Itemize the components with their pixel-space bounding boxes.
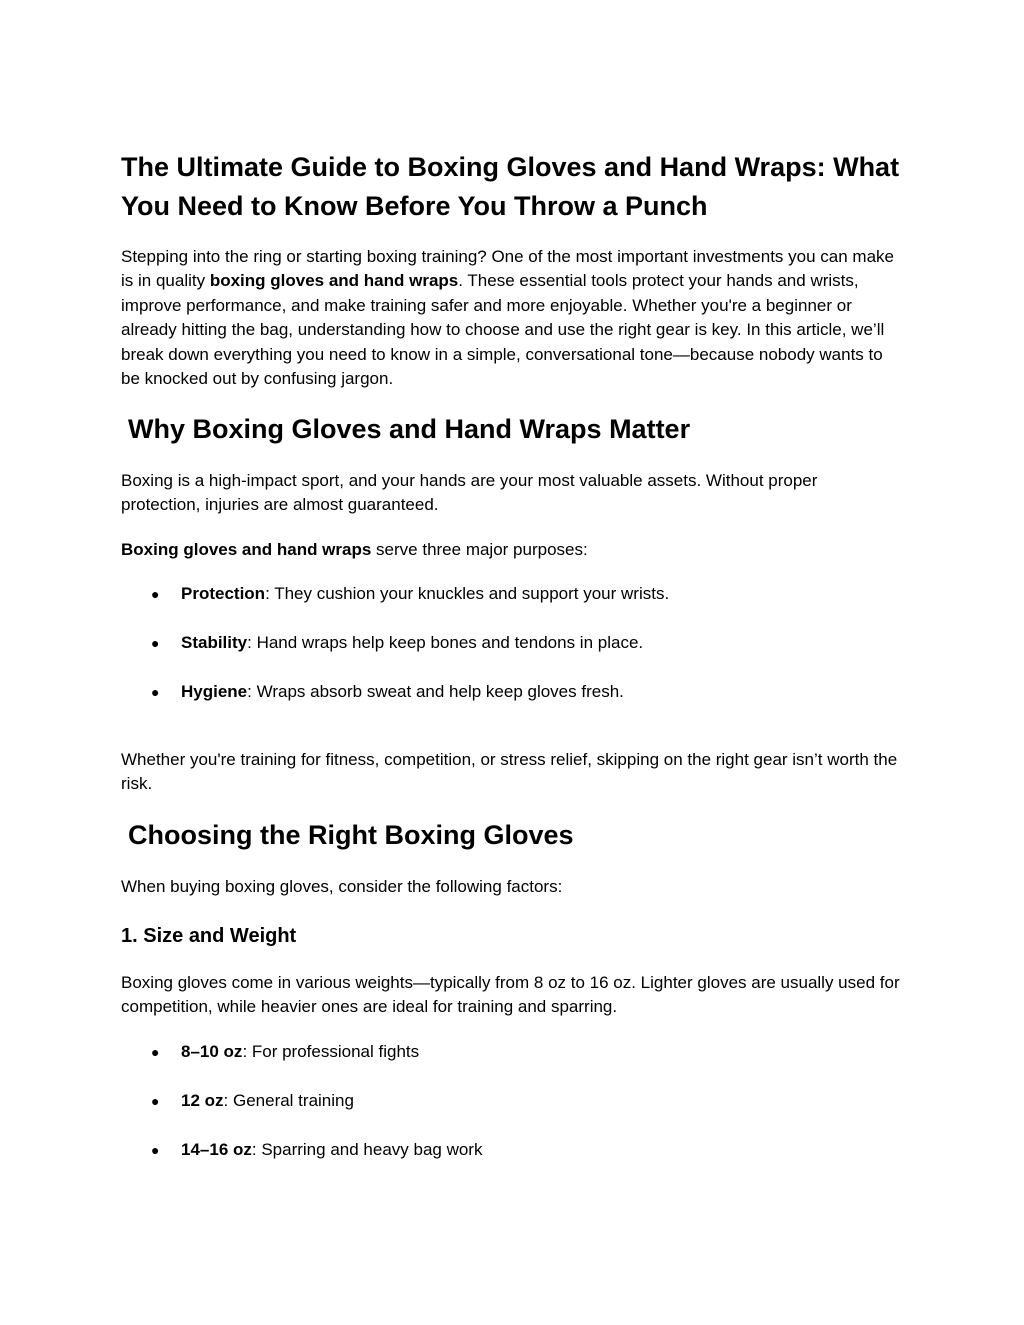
intro-paragraph [121,245,901,391]
list-item-text: 8–10 oz: For professional fights [181,1042,420,1061]
list-item-text: Stability: Hand wraps help keep bones and tendons in place. [181,633,644,652]
section-heading-choosing: Choosing the Right Boxing Gloves [128,820,574,850]
section-heading-why: Why Boxing Gloves and Hand Wraps Matter [128,414,691,444]
intro-text-1: Stepping into the ring or starting boxing training? One of the most important investments you can make is in quality [121,247,894,291]
bullet-icon: ● [151,1142,160,1158]
bullet-icon: ● [151,635,160,651]
page-title: The Ultimate Guide to Boxing Gloves and Hand Wraps: What You Need to Know Before You Throw a Punch [121,152,900,221]
subheading-size-weight: 1. Size and Weight [121,925,297,947]
intro-bold: boxing gloves and hand wraps [209,271,459,291]
intro-text-2: . These essential tools protect your hands and wrists, improve performance, and make training safer and more enjoyable. Whether you're a beginner or already hitting the bag, understanding how to choose and use the right gear is key. In this article, we’ll break down everything you need to know in a simple, conversational tone—because nobody wants to be knocked out by confusing jargon. [121,271,885,389]
why-paragraph-2 [121,538,901,562]
list-item-text: Protection: They cushion your knuckles and support your wrists. [181,584,670,603]
why-para2-bold: Boxing gloves and hand wraps [121,540,372,559]
size-weight-paragraph: Boxing gloves come in various weights—typically from 8 oz to 16 oz. Lighter gloves are usually used for competition, while heavier ones are ideal for training and sparring. [121,973,900,1017]
list-item-text: 12 oz: General training [181,1091,354,1110]
why-paragraph-1: Boxing is a high-impact sport, and your hands are your most valuable assets. Without proper protection, injuries are almost guaranteed. [121,471,818,515]
list-item-text: Hygiene: Wraps absorb sweat and help keep gloves fresh. [181,682,624,701]
choosing-paragraph-1: When buying boxing gloves, consider the following factors: [121,877,563,896]
why-para2-text: serve three major purposes: [371,540,588,559]
bullet-icon: ● [151,1093,160,1109]
bullet-icon: ● [151,684,160,700]
bullet-icon: ● [151,1044,160,1060]
why-paragraph-3: Whether you're training for fitness, competition, or stress relief, skipping on the right gear isn’t worth the risk. [121,750,898,794]
list-item-text: 14–16 oz: Sparring and heavy bag work [181,1140,483,1159]
bullet-icon: ● [151,586,160,602]
